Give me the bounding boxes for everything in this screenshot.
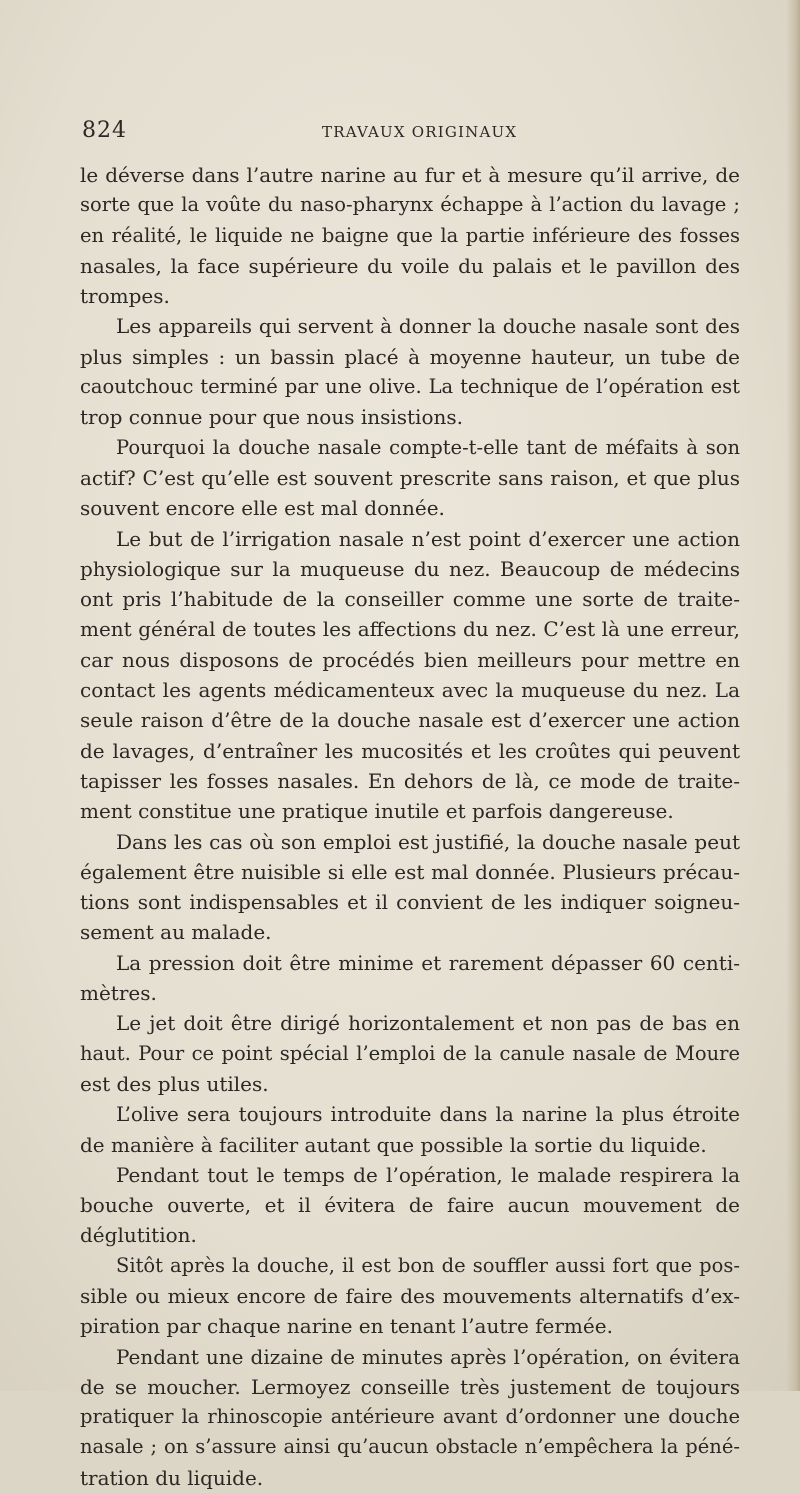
text-line: physiologique sur la muqueuse du nez. Beaucoup de médecins bbox=[80, 556, 740, 581]
text-line: sorte que la voûte du naso-pharynx échappe à l’action du lavage ; bbox=[80, 193, 740, 217]
text-line: La pression doit être minime et rarement dépasser 60 centi- bbox=[116, 950, 740, 975]
text-line: sement au malade. bbox=[80, 920, 272, 945]
text-line: Dans les cas où son emploi est justifié, la douche nasale peut bbox=[116, 829, 740, 854]
text-line: bouche ouverte, et il évitera de faire aucun mouvement de bbox=[80, 1193, 740, 1218]
running-title: TRAVAUX ORIGINAUX bbox=[322, 123, 518, 141]
text-line: pratiquer la rhinoscopie antérieure avant d’ordonner une douche bbox=[80, 1405, 740, 1429]
text-line: trompes. bbox=[80, 284, 170, 309]
text-line: Le jet doit être dirigé horizontalement et non pas de bas en bbox=[116, 1011, 740, 1036]
text-line: seule raison d’être de la douche nasale est d’exercer une action bbox=[80, 708, 740, 733]
text-line: nasales, la face supérieure du voile du palais et le pavillon des bbox=[80, 253, 740, 278]
text-line: mètres. bbox=[80, 981, 157, 1006]
text-line: Les appareils qui servent à donner la douche nasale sont des bbox=[116, 314, 740, 339]
text-line: de se moucher. Lermoyez conseille très justement de toujours bbox=[80, 1374, 740, 1399]
text-line: en réalité, le liquide ne baigne que la partie inférieure des fosses bbox=[80, 223, 740, 247]
text-line: souvent encore elle est mal donnée. bbox=[80, 496, 445, 521]
text-line: Pendant tout le temps de l’opération, le malade respirera la bbox=[116, 1162, 740, 1187]
text-line: car nous disposons de procédés bien meilleurs pour mettre en bbox=[80, 647, 740, 672]
text-line: haut. Pour ce point spécial l’emploi de la canule nasale de Moure bbox=[80, 1041, 740, 1065]
page-header bbox=[82, 118, 742, 144]
text-line: tration du liquide. bbox=[80, 1465, 264, 1490]
text-line: caoutchouc terminé par une olive. La technique de l’opération est bbox=[80, 375, 740, 399]
text-line: de lavages, d’entraîner les mucosités et les croûtes qui peuvent bbox=[80, 738, 740, 763]
body-text bbox=[80, 160, 740, 1493]
text-line: ment constitue une pratique inutile et parfois dangereuse. bbox=[80, 799, 674, 824]
text-line: le déverse dans l’autre narine au fur et à mesure qu’il arrive, de bbox=[80, 163, 740, 187]
text-line: Pendant une dizaine de minutes après l’opération, on évitera bbox=[116, 1344, 740, 1369]
text-line: déglutition. bbox=[80, 1223, 197, 1248]
text-line: également être nuisible si elle est mal donnée. Plusieurs précau- bbox=[80, 859, 740, 884]
text-line: ont pris l’habitude de la conseiller comme une sorte de traite- bbox=[80, 587, 740, 612]
text-line: de manière à faciliter autant que possible la sortie du liquide. bbox=[80, 1132, 707, 1157]
text-line: Le but de l’irrigation nasale n’est point d’exercer une action bbox=[116, 526, 740, 551]
text-line: plus simples : un bassin placé à moyenne hauteur, un tube de bbox=[80, 344, 740, 369]
text-line: actif? C’est qu’elle est souvent prescrite sans raison, et que plus bbox=[80, 465, 740, 490]
text-line: ment général de toutes les affections du nez. C’est là une erreur, bbox=[80, 617, 740, 642]
text-line: est des plus utiles. bbox=[80, 1071, 269, 1096]
text-line: L’olive sera toujours introduite dans la narine la plus étroite bbox=[116, 1102, 740, 1127]
text-line: piration par chaque narine en tenant l’autre fermée. bbox=[80, 1314, 613, 1339]
text-line: Pourquoi la douche nasale compte-t-elle tant de méfaits à son bbox=[116, 435, 740, 459]
text-line: contact les agents médicamenteux avec la muqueuse du nez. La bbox=[80, 678, 740, 703]
text-line: tapisser les fosses nasales. En dehors de là, ce mode de traite- bbox=[80, 768, 740, 793]
text-line: Sitôt après la douche, il est bon de souffler aussi fort que pos- bbox=[116, 1253, 740, 1277]
text-line: nasale ; on s’assure ainsi qu’aucun obstacle n’empêchera la péné- bbox=[80, 1435, 740, 1459]
page-edge-shadow bbox=[786, 0, 800, 1391]
text-line: tions sont indispensables et il convient de les indiquer soigneu- bbox=[80, 890, 740, 915]
text-line: sible ou mieux encore de faire des mouvements alternatifs d’ex- bbox=[80, 1283, 740, 1308]
page-number: 824 bbox=[82, 118, 127, 143]
text-line: trop connue pour que nous insistions. bbox=[80, 405, 463, 430]
